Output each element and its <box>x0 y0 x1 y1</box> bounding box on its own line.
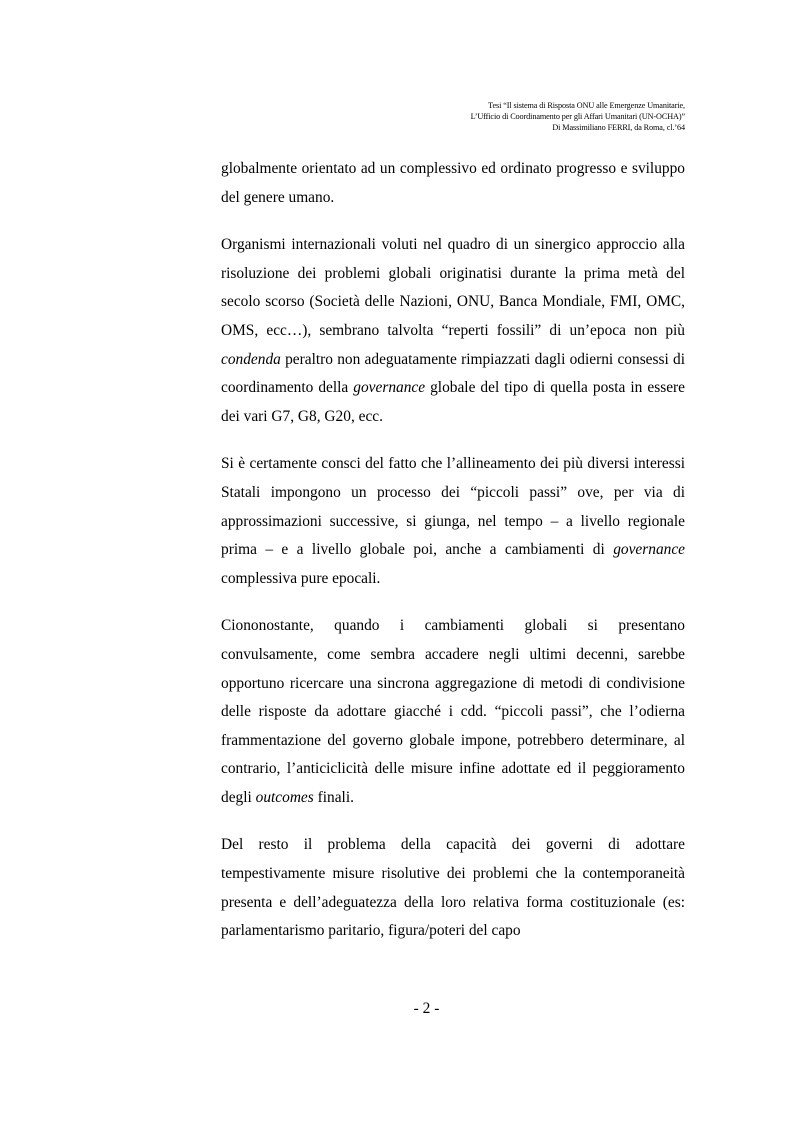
paragraph-3-italic-governance: governance <box>613 541 685 559</box>
paragraph-2-italic-condenda: condenda <box>221 350 281 368</box>
running-header <box>265 100 685 133</box>
paragraph-4-part-c: finali. <box>313 788 354 806</box>
paragraph-2-italic-governance: governance <box>353 379 426 397</box>
paragraph-1 <box>221 155 685 212</box>
paragraph-2 <box>221 231 685 431</box>
header-line-2: L’Ufficio di Coordinamento per gli Affari Umanitari (UN-OCHA)” <box>470 112 685 121</box>
header-line-3: Di Massimiliano FERRI, da Roma, cl.’64 <box>552 123 685 132</box>
paragraph-5-text: Del resto il problema della capacità dei governi di adottare tempestivamente misure risolutive dei problemi che la contemporaneità presenta e dell’adeguatezza della loro relativa forma costituzionale (es: parlamentarismo paritario, figura/poteri del capo <box>221 836 685 940</box>
paragraph-2-part-e: globale del tipo di quella posta in essere dei vari G7, G8, G20, ecc. <box>221 379 685 425</box>
paragraph-2-part-a: Organismi internazionali voluti nel quadro di un sinergico approccio alla risoluzione dei problemi globali originatisi durante la prima metà del secolo scorso (Società delle Nazioni, ONU, Banca Mondiale, FMI, OMC, OMS, ecc…), sembrano talvolta “reperti fossili” di un’epoca non più <box>221 236 685 339</box>
paragraph-2-part-c: peraltro non adeguatamente rimpiazzati dagli odierni consessi di coordinamento della <box>221 350 685 397</box>
header-line-1: Tesi “Il sistema di Risposta ONU alle Emergenze Umanitarie, <box>488 101 685 110</box>
paragraph-5 <box>221 831 685 945</box>
paragraph-4-italic-outcomes: outcomes <box>255 788 314 806</box>
paragraph-3-part-a: Si è certamente consci del fatto che l’allineamento dei più diversi interessi Statali impongono un processo dei “piccoli passi” ove, per via di approssimazioni successive, si giunga, nel tempo – a livello regionale prima – e a livello globale poi, anche a cambiamenti di <box>221 455 685 559</box>
body-text <box>221 155 685 965</box>
paragraph-4-part-a: Ciononostante, quando i cambiamenti globali si presentano convulsamente, come sembra accadere negli ultimi decenni, sarebbe opportuno ricercare una sincrona aggregazione di metodi di condivisione delle risposte da adottare giacché i cdd. “piccoli passi”, che l’odierna frammentazione del governo globale impone, potrebbero determinare, al contrario, l’anticiclicità delle misure infine adottate ed il peggioramento degli <box>221 617 685 806</box>
paragraph-3-part-c: complessiva pure epocali. <box>221 569 381 587</box>
paragraph-3 <box>221 450 685 593</box>
paragraph-4 <box>221 612 685 812</box>
paragraph-1-text: globalmente orientato ad un complessivo ed ordinato progresso e sviluppo del genere umano. <box>221 160 685 206</box>
page-number: - 2 - <box>413 1000 440 1017</box>
